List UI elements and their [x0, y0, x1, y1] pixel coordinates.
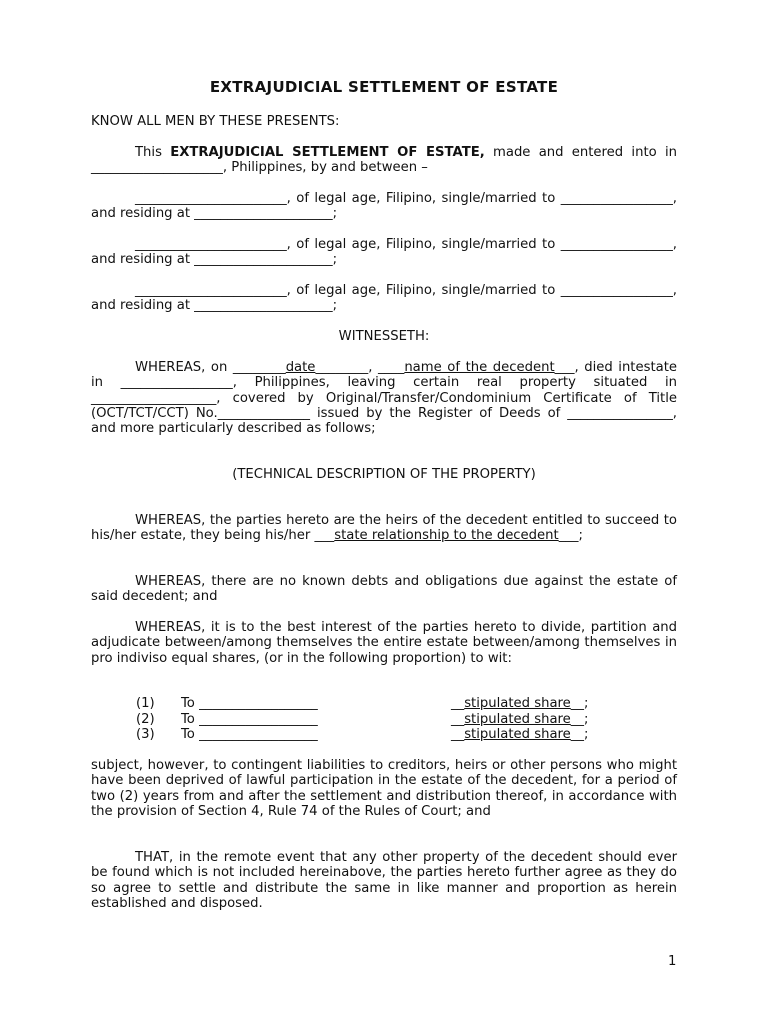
whereas1-part2: ________, ____	[315, 360, 405, 375]
document-title: EXTRAJUDICIAL SETTLEMENT OF ESTATE	[209, 78, 559, 96]
party-1-paragraph: _______________________, of legal age, Filipino, single/married to _________________, and residing at _____________________;	[91, 191, 677, 222]
subject-to-liabilities-paragraph: subject, however, to contingent liabilities to creditors, heirs or other persons who might have been deprived of lawful participation in the estate of the decedent, for a period of two (2) years from and after the settlement and distribution thereof, in accordance with the provision of Section 4, Rule 74 of the Rules of Court; and	[91, 758, 677, 819]
party-2-paragraph: _______________________, of legal age, Filipino, single/married to _________________, and residing at _____________________;	[91, 237, 677, 268]
whereas2-part2: ___;	[558, 528, 583, 544]
whereas2-part1: WHEREAS, the parties hereto are the heirs of the decedent entitled to succeed to his/her estate, they being his/her ___	[91, 513, 677, 544]
share-post: __;	[570, 727, 589, 742]
share-entry	[451, 727, 588, 742]
whereas1-part3: ___, died intestate in _________________, Philippines, leaving certain real property situated in ___________________, covered by Original/Transfer/Condominium Certificate of Title (OCT/TCT/CCT) No.______________ issued by the Register of Deeds of ________________, and more particularly described as follows;	[91, 360, 677, 437]
heir-name-blank: To __________________	[181, 727, 318, 742]
stipulated-share-placeholder: stipulated share	[464, 727, 571, 742]
share-post: __;	[570, 696, 589, 711]
relationship-placeholder: state relationship to the decedent	[334, 528, 559, 544]
share-pre: __	[451, 727, 465, 742]
share-entry	[451, 712, 588, 727]
that-remote-event-paragraph: THAT, in the remote event that any other property of the decedent should ever be found which is not included hereinabove, the parties hereto further agree as they do so agree to settle and distribute the same in like manner and proportion as herein established and disposed.	[91, 850, 677, 911]
share-entry	[451, 696, 588, 711]
whereas1-part1: WHEREAS, on ________	[135, 360, 286, 375]
intro-post: made and entered into in ____________________, Philippines, by and between –	[91, 145, 677, 176]
whereas-decedent-paragraph	[91, 360, 677, 436]
intro-pre: This	[135, 145, 171, 160]
whereas-debts-paragraph: WHEREAS, there are no known debts and obligations due against the estate of said decedent; and	[91, 574, 677, 605]
decedent-name-placeholder: name of the decedent	[404, 360, 555, 375]
opening-line: KNOW ALL MEN BY THESE PRESENTS:	[91, 114, 340, 129]
heir-share-row	[136, 712, 677, 728]
heir-number: (3)	[136, 727, 155, 742]
heir-share-row	[136, 696, 677, 712]
whereas-heirs-paragraph	[91, 513, 677, 544]
heir-name-blank: To __________________	[181, 696, 318, 711]
party-3-paragraph: _______________________, of legal age, Filipino, single/married to _________________, and residing at _____________________;	[91, 283, 677, 314]
intro-paragraph	[91, 145, 677, 176]
date-placeholder: date	[285, 360, 316, 375]
share-pre: __	[451, 712, 465, 727]
heir-number: (2)	[136, 712, 155, 727]
share-pre: __	[451, 696, 465, 711]
heir-number: (1)	[136, 696, 155, 711]
witnesseth-heading: WITNESSETH:	[338, 329, 430, 344]
heir-name-blank: To __________________	[181, 712, 318, 727]
intro-bold-title: EXTRAJUDICIAL SETTLEMENT OF ESTATE,	[170, 145, 485, 160]
page-number: 1	[668, 954, 677, 969]
whereas-partition-paragraph: WHEREAS, it is to the best interest of the parties hereto to divide, partition and adjudicate between/among themselves the entire estate between/among themselves in pro indiviso equal shares, (or in the following proportion) to wit:	[91, 620, 677, 666]
technical-description-heading: (TECHNICAL DESCRIPTION OF THE PROPERTY)	[232, 467, 536, 482]
stipulated-share-placeholder: stipulated share	[464, 712, 571, 727]
heir-share-row	[136, 727, 677, 743]
stipulated-share-placeholder: stipulated share	[464, 696, 571, 711]
share-post: __;	[570, 712, 589, 727]
